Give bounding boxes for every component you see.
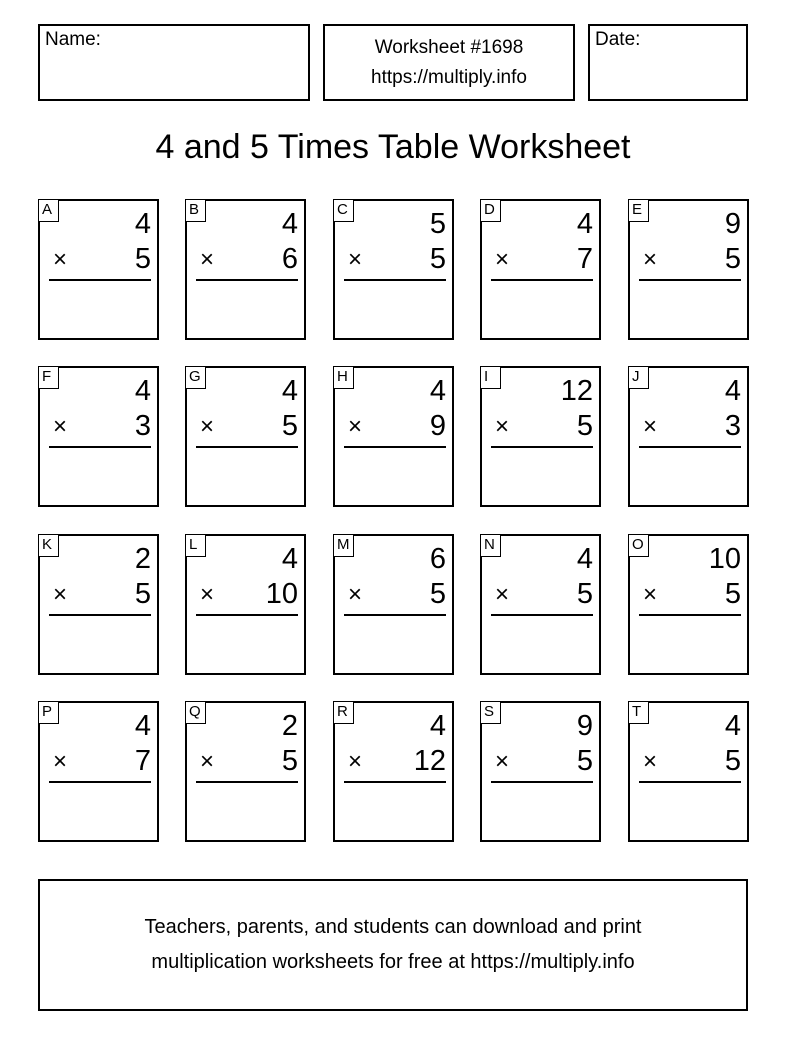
- multiply-sign: ×: [495, 748, 510, 775]
- multiplier: 3: [724, 410, 741, 442]
- problem-letter: M: [334, 535, 354, 557]
- multiplier: 3: [134, 410, 151, 442]
- multiplicand: 6: [429, 543, 446, 575]
- multiply-sign: ×: [53, 581, 68, 608]
- problem-card[interactable]: [185, 366, 306, 507]
- problem-letter: L: [186, 535, 206, 557]
- multiply-sign: ×: [200, 413, 215, 440]
- multiplier: 5: [281, 410, 298, 442]
- problem-card[interactable]: [38, 366, 159, 507]
- answer-line: [491, 781, 593, 783]
- answer-line: [491, 614, 593, 616]
- multiplicand: 4: [576, 543, 593, 575]
- multiplier: 5: [134, 243, 151, 275]
- problem-card[interactable]: [333, 534, 454, 675]
- multiplicand: 4: [281, 543, 298, 575]
- answer-line: [196, 781, 298, 783]
- problem-card[interactable]: [480, 199, 601, 340]
- worksheet-info-box: [323, 24, 575, 101]
- problem-letter: C: [334, 200, 354, 222]
- answer-line: [49, 781, 151, 783]
- multiplicand: 4: [281, 208, 298, 240]
- answer-line: [49, 446, 151, 448]
- problem-letter: J: [629, 367, 649, 389]
- answer-line: [639, 781, 741, 783]
- multiplicand: 4: [134, 375, 151, 407]
- problem-letter: T: [629, 702, 649, 724]
- problem-card[interactable]: [480, 366, 601, 507]
- multiplier: 5: [576, 410, 593, 442]
- multiplicand: 4: [429, 710, 446, 742]
- answer-line: [196, 446, 298, 448]
- problem-letter: I: [481, 367, 501, 389]
- multiply-sign: ×: [643, 748, 658, 775]
- problem-letter: F: [39, 367, 59, 389]
- problem-card[interactable]: [628, 534, 749, 675]
- name-label: Name:: [45, 29, 101, 50]
- problem-card[interactable]: [185, 701, 306, 842]
- date-label: Date:: [595, 29, 641, 50]
- footer-box: [38, 879, 748, 1011]
- multiplicand: 2: [281, 710, 298, 742]
- multiplicand: 4: [429, 375, 446, 407]
- multiplier: 5: [429, 578, 446, 610]
- answer-line: [196, 279, 298, 281]
- date-field[interactable]: [588, 24, 748, 101]
- problem-letter: Q: [186, 702, 206, 724]
- worksheet-number: Worksheet #1698: [374, 37, 524, 58]
- multiplier: 5: [724, 578, 741, 610]
- multiply-sign: ×: [643, 246, 658, 273]
- multiply-sign: ×: [495, 246, 510, 273]
- footer-line-2: multiplication worksheets for free at https://multiply.info: [151, 951, 635, 973]
- multiplier: 5: [724, 745, 741, 777]
- problem-card[interactable]: [480, 701, 601, 842]
- problem-card[interactable]: [38, 199, 159, 340]
- answer-line: [344, 781, 446, 783]
- multiplicand: 4: [134, 710, 151, 742]
- multiply-sign: ×: [348, 748, 363, 775]
- multiply-sign: ×: [495, 581, 510, 608]
- problem-letter: K: [39, 535, 59, 557]
- multiplier: 5: [429, 243, 446, 275]
- multiplier: 10: [265, 578, 298, 610]
- multiplicand: 10: [708, 543, 741, 575]
- problem-card[interactable]: [38, 534, 159, 675]
- answer-line: [344, 446, 446, 448]
- multiplicand: 4: [134, 208, 151, 240]
- multiply-sign: ×: [643, 413, 658, 440]
- answer-line: [344, 279, 446, 281]
- multiplier: 7: [576, 243, 593, 275]
- answer-line: [639, 446, 741, 448]
- multiplier: 9: [429, 410, 446, 442]
- multiplier: 12: [413, 745, 446, 777]
- name-field[interactable]: [38, 24, 310, 101]
- problem-card[interactable]: [628, 366, 749, 507]
- problem-letter: O: [629, 535, 649, 557]
- multiply-sign: ×: [643, 581, 658, 608]
- problem-letter: G: [186, 367, 206, 389]
- multiplicand: 5: [429, 208, 446, 240]
- multiplicand: 12: [560, 375, 593, 407]
- page-title: 4 and 5 Times Table Worksheet: [155, 128, 631, 166]
- multiplier: 5: [576, 578, 593, 610]
- answer-line: [639, 279, 741, 281]
- footer-line-1: Teachers, parents, and students can download and print: [144, 916, 642, 938]
- problem-card[interactable]: [185, 534, 306, 675]
- problem-letter: E: [629, 200, 649, 222]
- multiply-sign: ×: [348, 581, 363, 608]
- problem-letter: H: [334, 367, 354, 389]
- problem-card[interactable]: [628, 199, 749, 340]
- answer-line: [196, 614, 298, 616]
- multiply-sign: ×: [53, 413, 68, 440]
- problem-letter: D: [481, 200, 501, 222]
- problem-letter: S: [481, 702, 501, 724]
- multiplier: 5: [724, 243, 741, 275]
- answer-line: [491, 279, 593, 281]
- multiplicand: 9: [724, 208, 741, 240]
- problem-card[interactable]: [333, 199, 454, 340]
- multiplicand: 9: [576, 710, 593, 742]
- problem-letter: A: [39, 200, 59, 222]
- multiplier: 6: [281, 243, 298, 275]
- multiplier: 5: [134, 578, 151, 610]
- multiplier: 5: [576, 745, 593, 777]
- problem-letter: N: [481, 535, 501, 557]
- multiplicand: 4: [576, 208, 593, 240]
- multiply-sign: ×: [348, 246, 363, 273]
- answer-line: [344, 614, 446, 616]
- multiply-sign: ×: [200, 748, 215, 775]
- multiplier: 5: [281, 745, 298, 777]
- problem-card[interactable]: [480, 534, 601, 675]
- multiplicand: 4: [724, 710, 741, 742]
- problem-card[interactable]: [628, 701, 749, 842]
- multiply-sign: ×: [495, 413, 510, 440]
- multiplicand: 4: [724, 375, 741, 407]
- problem-card[interactable]: [38, 701, 159, 842]
- multiplier: 7: [134, 745, 151, 777]
- problem-card[interactable]: [333, 366, 454, 507]
- problem-grid: [38, 199, 749, 842]
- answer-line: [491, 446, 593, 448]
- problem-letter: B: [186, 200, 206, 222]
- multiply-sign: ×: [200, 581, 215, 608]
- multiply-sign: ×: [53, 748, 68, 775]
- answer-line: [49, 614, 151, 616]
- multiply-sign: ×: [53, 246, 68, 273]
- worksheet-url: https://multiply.info: [371, 67, 527, 88]
- problem-card[interactable]: [185, 199, 306, 340]
- multiply-sign: ×: [200, 246, 215, 273]
- problem-letter: P: [39, 702, 59, 724]
- problem-letter: R: [334, 702, 354, 724]
- multiplicand: 4: [281, 375, 298, 407]
- answer-line: [639, 614, 741, 616]
- problem-card[interactable]: [333, 701, 454, 842]
- multiply-sign: ×: [348, 413, 363, 440]
- answer-line: [49, 279, 151, 281]
- multiplicand: 2: [134, 543, 151, 575]
